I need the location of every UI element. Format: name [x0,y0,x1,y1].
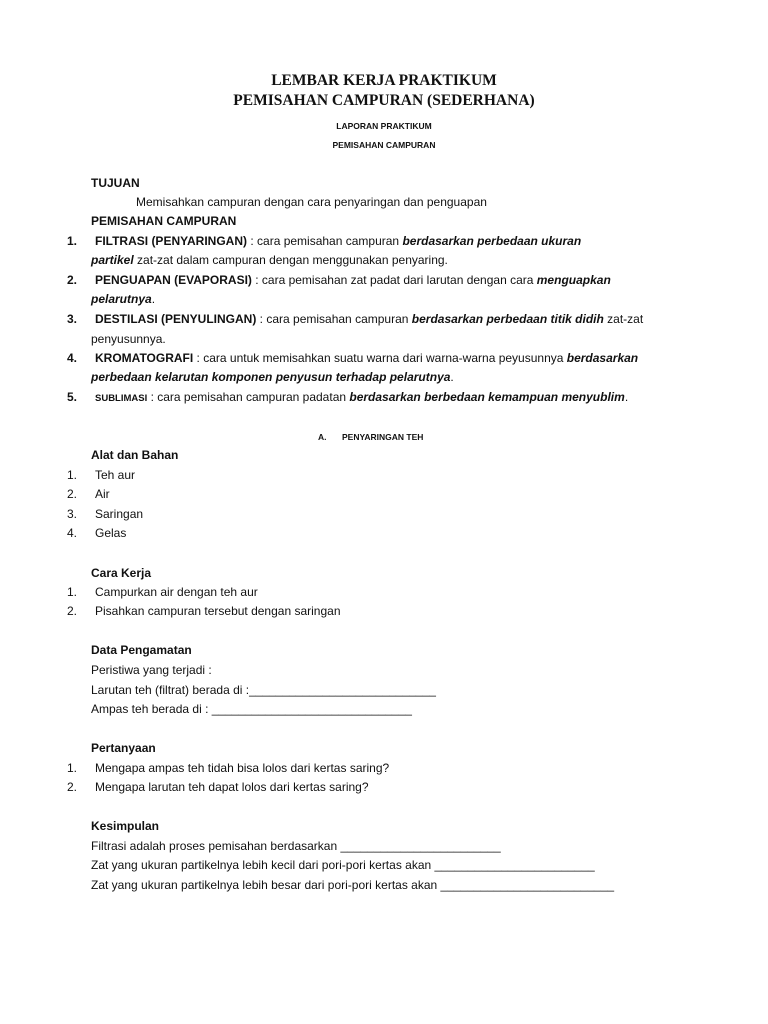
emphasis: pelarutnya [91,292,152,306]
alat-item: Air [95,487,110,501]
pemisahan-item-3-cont [91,332,166,346]
alat-number: 1. [67,468,78,482]
term: KROMATOGRAFI [95,351,194,365]
term: PENGUAPAN (EVAPORASI) [95,273,252,287]
pemisahan-item-number: 5. [67,390,78,404]
cara-heading: Cara Kerja [91,566,152,580]
emphasis: menguapkan [536,273,611,287]
term: SUBLIMASI [95,393,148,404]
data-line: Ampas teh berada di : ______________________________ [91,702,412,716]
kesimpulan-line: Zat yang ukuran partikelnya lebih besar dari pori-pori kertas akan __________________________ [91,878,615,892]
alat-item: Teh aur [95,468,136,482]
pemisahan-item-1-cont [91,253,448,267]
data-heading: Data Pengamatan [91,643,192,657]
alat-heading: Alat dan Bahan [91,448,179,462]
text: : cara pemisahan campuran [247,234,403,248]
data-line: Larutan teh (filtrat) berada di :____________________________ [91,683,436,697]
text: . [624,390,629,404]
emphasis: berdasarkan berbedaan kemampuan menyublim [349,390,625,404]
emphasis: berdasarkan [566,351,639,365]
text: penyusunnya. [91,332,166,346]
pemisahan-item-number: 3. [67,312,78,326]
alat-number: 3. [67,507,78,521]
text: . [450,370,454,384]
pemisahan-item-number: 1. [67,234,78,248]
text: . [151,292,156,306]
pemisahan-item-number: 2. [67,273,78,287]
alat-item: Saringan [95,507,144,521]
text: zat-zat dalam campuran dengan menggunakan penyaring. [133,253,448,267]
title-line1: LEMBAR KERJA PRAKTIKUM [271,72,497,89]
text: : cara pemisahan campuran [256,312,412,326]
section-a-letter: A. [318,432,327,442]
emphasis: berdasarkan perbedaan ukuran [402,234,582,248]
term: FILTRASI (PENYARINGAN) [95,234,248,248]
cara-number: 1. [67,585,78,599]
subheader-line2: PEMISAHAN CAMPURAN [332,140,436,150]
pemisahan-item-number: 4. [67,351,78,365]
alat-number: 4. [67,526,78,540]
pertanyaan-item: Mengapa larutan teh dapat lolos dari kertas saring? [95,780,369,794]
tujuan-text: Memisahkan campuran dengan cara penyaringan dan penguapan [136,195,487,209]
term: DESTILASI (PENYULINGAN) [95,312,257,326]
pertanyaan-number: 1. [67,761,78,775]
pemisahan-item-1 [95,234,581,248]
cara-item: Pisahkan campuran tersebut dengan saringan [95,604,341,618]
section-a-title: PENYARINGAN TEH [342,432,424,442]
tujuan-heading: TUJUAN [91,176,140,190]
subheader-line1: LAPORAN PRAKTIKUM [336,121,432,131]
pertanyaan-number: 2. [67,780,78,794]
pemisahan-item-3 [95,312,643,326]
pertanyaan-heading: Pertanyaan [91,741,156,755]
emphasis: berdasarkan perbedaan titik didih [411,312,604,326]
pemisahan-heading: PEMISAHAN CAMPURAN [91,214,237,228]
text: : cara untuk memisahkan suatu warna dari warna-warna peyusunnya [193,351,567,365]
emphasis: partikel [91,253,134,267]
pertanyaan-item: Mengapa ampas teh tidah bisa lolos dari kertas saring? [95,761,390,775]
data-line: Peristiwa yang terjadi : [91,663,212,677]
title-line2: PEMISAHAN CAMPURAN (SEDERHANA) [233,92,535,109]
pemisahan-item-4-cont [91,370,454,384]
kesimpulan-line: Filtrasi adalah proses pemisahan berdasarkan ________________________ [91,839,501,853]
text: : cara pemisahan zat padat dari larutan dengan cara [251,273,537,287]
cara-item: Campurkan air dengan teh aur [95,585,258,599]
pemisahan-item-2-cont [91,292,155,306]
alat-number: 2. [67,487,78,501]
alat-item: Gelas [95,526,127,540]
emphasis: perbedaan kelarutan komponen penyusun terhadap pelarutnya [91,370,451,384]
cara-number: 2. [67,604,78,618]
pemisahan-item-2 [95,273,611,287]
kesimpulan-heading: Kesimpulan [91,819,160,833]
pemisahan-item-4 [95,351,638,365]
text: : cara pemisahan campuran padatan [147,390,350,404]
pemisahan-item-5 [95,390,628,404]
text: zat-zat [603,312,644,326]
kesimpulan-line: Zat yang ukuran partikelnya lebih kecil dari pori-pori kertas akan ________________________ [91,858,595,872]
